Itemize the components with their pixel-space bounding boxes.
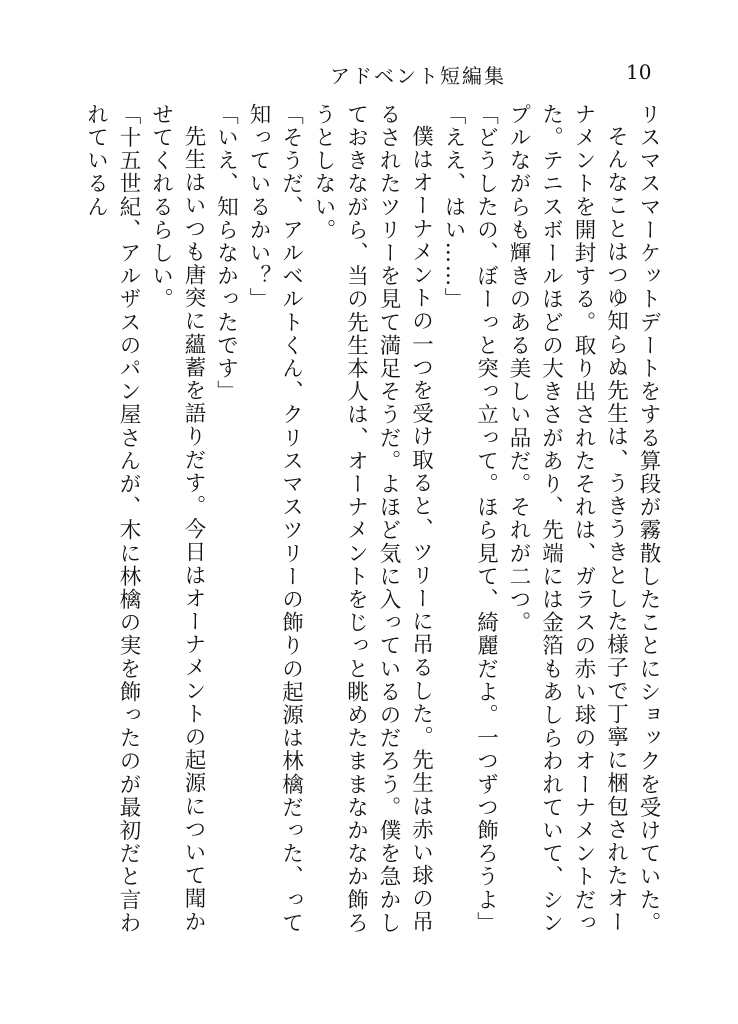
dialogue-3: 「そうだ、アルベルトくん、クリスマスツリーの飾りの起源は林檎だった、って知っているかい？」	[246, 103, 304, 935]
dialogue-5: 「十五世紀、アルザスのパン屋さんが、木に林檎の実を飾ったのが最初だと言われているん	[83, 103, 141, 935]
dialogue-1: 「どうしたの、ぼーっと突っ立って。ほら見て、綺麗だよ。一つずつ飾ろうよ」	[473, 103, 499, 935]
paragraph-3: 僕はオーナメントの一つを受け取ると、ツリーに吊るした。先生は赤い球の吊るされたツリーを見て満足そうだ。よほど気に入っているのだろう。僕を急かしておきながら、当の先生本人は、オーナメントをじっと眺めたままなかなか飾ろうとしない。	[311, 103, 434, 935]
paragraph-1: リスマスマーケットデートをする算段が霧散したことにショックを受けていた。	[636, 103, 661, 935]
book-title: アドベント短編集	[330, 64, 506, 88]
dialogue-4: 「いえ、知らなかったです」	[213, 103, 239, 404]
vertical-text-body	[83, 103, 664, 943]
paragraph-2: そんなことはつゆ知らぬ先生は、うきうきとした様子で丁寧に梱包されたオーナメントを開封する。取り出されたそれは、ガラスの赤い球のオーナメントだった。テニスボールほどの大きさがあり、先端には金箔もあしらわれていて、シンプルながらも輝きのある美しい品だ。それが二つ。	[506, 103, 629, 935]
paragraph-4: 先生はいつも唐突に蘊蓄を語りだす。今日はオーナメントの起源について聞かせてくれるらしい。	[148, 103, 206, 933]
page-number: 10	[626, 60, 652, 84]
page-header	[0, 60, 738, 90]
dialogue-2: 「ええ、はい……」	[441, 103, 466, 311]
